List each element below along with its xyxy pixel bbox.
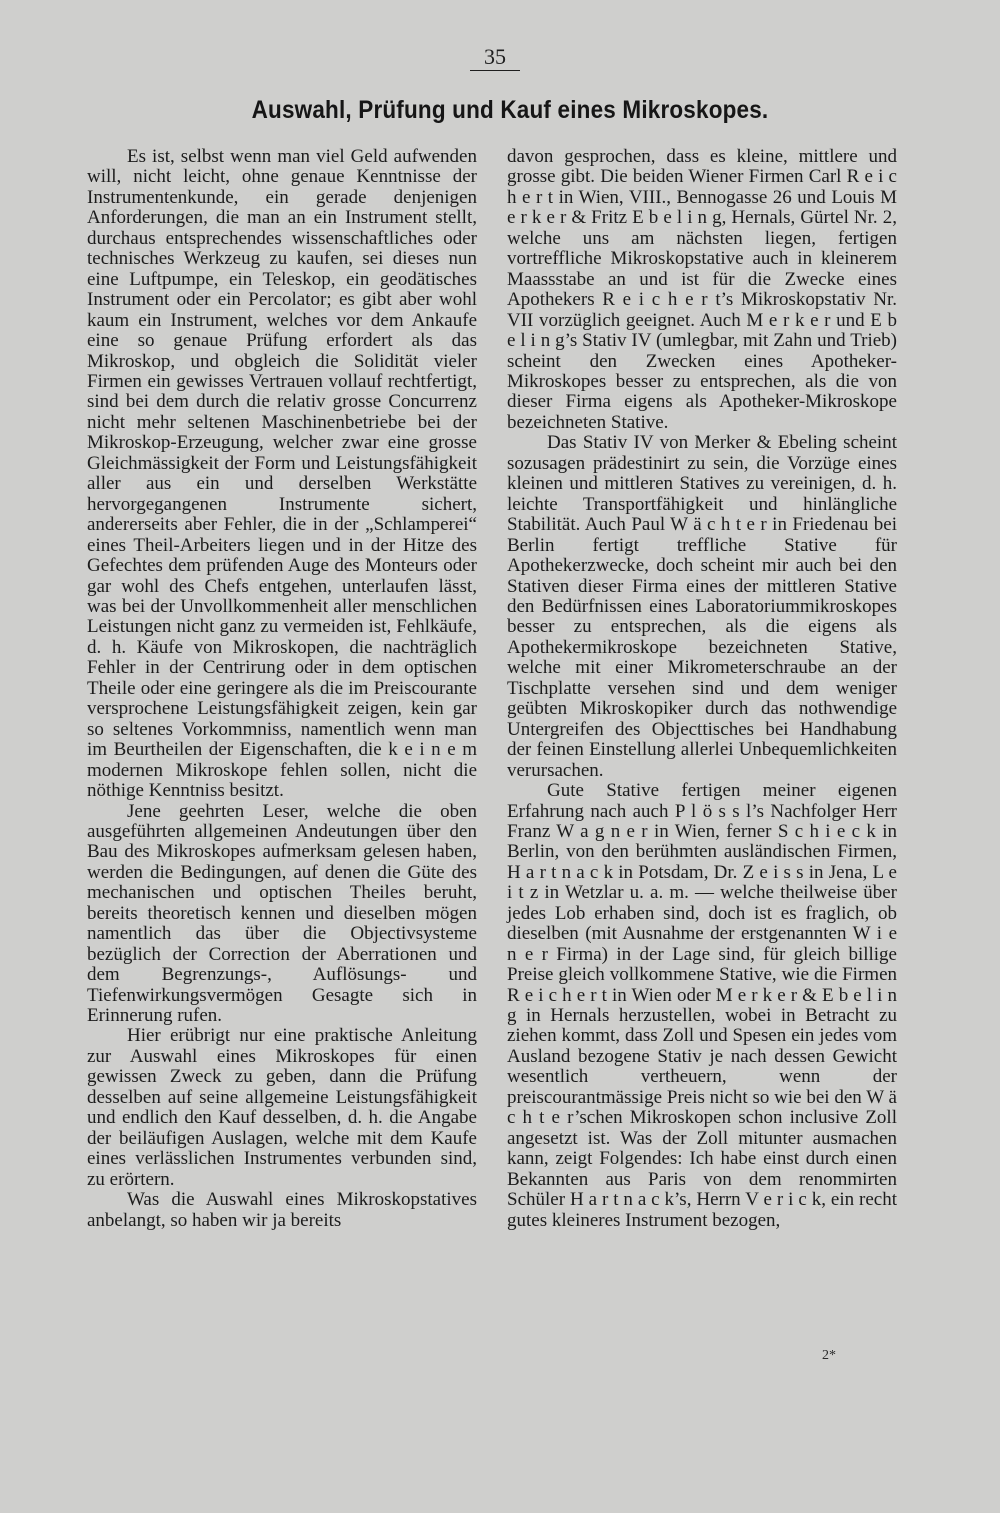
paragraph: Das Stativ IV von Merker & Ebeling scheint sozusagen prädestinirt zu sein, die Vorzüge eines kleinen und mittleren Statives zu vereinigen, d. h. leichte Transportfähigkeit und hinlängliche Stabilität. Auch Paul W ä c h t e r in Friedenau bei Berlin fertigt treffliche Stative für Apothekerzwecke, doch scheint mir auch bei den Stativen dieser Firma eines der mittleren Stative den Bedürfnissen eines Laboratoriummikroskopes besser zu entsprechen, als die eigens als Apothekermikroskope bezeichneten Stative, welche mit einer Mikrometerschraube an der Tischplatte versehen sind und dem weniger geübten Mikroskopiker durch das nothwendige Untergreifen des Objecttisches bei Handhabung der feinen Einstellung allerlei Unbequemlichkeiten verursachen. (507, 432, 897, 781)
page-number: 35 (470, 44, 520, 71)
paragraph: Hier erübrigt nur eine praktische Anleitung zur Auswahl eines Mikroskopes für einen gewissen Zweck zu geben, dann die Prüfung desselben auf seine allgemeine Leistungsfähigkeit und endlich den Kauf desselben, d. h. die Angabe der beiläufigen Auslagen, welche mit dem Kaufe eines verlässlichen Instrumentes verbunden sind, zu erörtern. (87, 1025, 477, 1190)
paragraph: Was die Auswahl eines Mikroskopstatives anbelangt, so haben wir ja bereits (87, 1189, 477, 1231)
signature-mark: 2* (822, 1348, 836, 1363)
paragraph: Jene geehrten Leser, welche die oben ausgeführten allgemeinen Andeutungen über den Bau des Mikroskopes aufmerksam gelesen haben, werden die Bedingungen, auf denen die Güte des mechanischen und optischen Theiles beruht, bereits theoretisch kennen und dieselben mögen namentlich das über die Objectivsysteme bezüglich der Correction der Aberrationen und dem Begrenzungs-, Auflösungs- und Tiefenwirkungsvermögen Gesagte sich in Erinnerung rufen. (87, 800, 477, 1027)
paragraph: Gute Stative fertigen meiner eigenen Erfahrung nach auch P l ö s s l’s Nachfolger Herr Franz W a g n e r in Wien, ferner S c h i e c k in Berlin, von den berühmten ausländischen Firmen, H a r t n a c k in Potsdam, Dr. Z e i s s in Jena, L e i t z in Wetzlar u. a. m. — welche theilweise über jedes Lob erhaben sind, doch ist es fraglich, ob dieselben (mit Ausnahme der erstgenannten W i e n e r Firma) in der Lage sind, für gleich billige Preise gleich vollkommene Stative, wie die Firmen R e i c h e r t in Wien oder M e r k e r & E b e l i n g in Hernals herzustellen, wobei in Betracht zu ziehen kommt, dass Zoll und Spesen ein jedes vom Ausland bezogene Stativ je nach dessen Gewicht wesentlich vertheuern, wenn der preiscourantmässige Preis nicht so wie bei den W ä c h t e r’schen Mikroskopen schon inclusive Zoll angesetzt ist. Was der Zoll mitunter ausmachen kann, zeigt Folgendes: Ich habe einst durch einen Bekannten aus Paris von dem renommirten Schüler H a r t n a c k’s, Herrn V e r i c k, ein recht gutes kleineres Instrument bezogen, (507, 780, 897, 1231)
paragraph: davon gesprochen, dass es kleine, mittlere und grosse gibt. Die beiden Wiener Firmen Carl R e i c h e r t in Wien, VIII., Bennogasse 26 und Louis M e r k e r & Fritz E b e l i n g, Hernals, Gürtel Nr. 2, welche uns am nächsten liegen, fertigen vortreffliche Mikroskopstative auch in kleinerem Maassstabe an und ist für die Zwecke eines Apothekers R e i c h e r t’s Mikroskopstativ Nr. VII vorzüglich geeignet. Auch M e r k e r und E b e l i n g’s Stativ IV (umlegbar, mit Zahn und Trieb) scheint den Zwecken eines Apotheker-Mikroskopes besser zu entsprechen, als die von dieser Firma eigens als Apotheker-Mikroskope bezeichneten Stative. (507, 146, 897, 433)
article-title: Auswahl, Prüfung und Kauf eines Mikroskopes. (251, 96, 769, 124)
right-column (507, 147, 897, 1231)
left-column (87, 147, 477, 1231)
paragraph: Es ist, selbst wenn man viel Geld aufwenden will, nicht leicht, ohne genaue Kenntnisse der Instrumentenkunde, ein gerade denjenigen Anforderungen, die man an ein Instrument stellt, durchaus entsprechendes wissenschaftliches oder technisches Werkzeug zu kaufen, sei dieses nun eine Luftpumpe, ein Teleskop, ein geodätisches Instrument oder ein Percolator; es gibt aber wohl kaum ein Instrument, welches vor dem Ankaufe eine so genaue Prüfung erfordert als das Mikroskop, und obgleich die Solidität vieler Firmen ein gewisses Vertrauen vollauf rechtfertigt, sind bei dem durch die relativ grosse Concurrenz nicht mehr seltenen Maschinenbetriebe bei der Mikroskop-Erzeugung, welcher zwar eine grosse Gleichmässigkeit der Form und Leistungsfähigkeit aller aus ein und derselben Werkstätte hervorgegangenen Instrumente sichert, andererseits aber Fehler, die in der „Schlamperei“ eines Theil-Arbeiters liegen und in der Hitze des Gefechtes dem prüfenden Auge des Monteurs oder gar wohl des Chefs entgehen, unterlaufen lässt, was bei der Unvollkommenheit aller menschlichen Leistungen nicht ganz zu vermeiden ist, Fehlkäufe, d. h. Käufe von Mikroskopen, die nachträglich Fehler in der Centrirung oder in dem optischen Theile oder eine geringere als die im Preiscourante versprochene Leistungsfähigkeit zeigen, kein gar so seltenes Vorkommniss, namentlich wenn man im Beurtheilen der Eigenschaften, die k e i n e m modernen Mikroskope fehlen sollen, nicht die nöthige Kenntniss besitzt. (87, 146, 477, 802)
